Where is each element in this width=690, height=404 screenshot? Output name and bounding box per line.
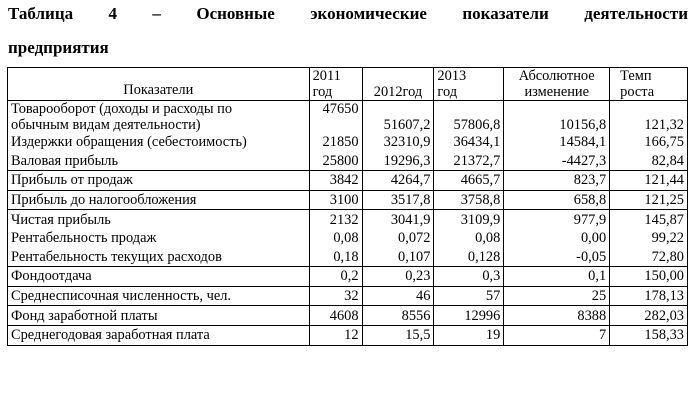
cell-2011: 3842 [309,171,362,191]
cell-2011: 21850 [309,133,362,152]
cell-2011: 47650 [309,101,362,134]
cell-2012: 15,5 [362,325,434,345]
cell-2013: 3109,9 [434,210,504,229]
table-caption: Таблица 4 – Основные экономические показатели деятельности [8,4,688,23]
cell-growth-rate: 82,84 [610,152,688,171]
cell-growth-rate: 121,32 [610,101,688,134]
header-2013 [434,68,504,101]
row-label: Прибыль от продаж [8,171,310,191]
header-growth-rate-line2: роста [620,84,655,100]
cell-2011: 3100 [309,190,362,210]
table-row [8,248,688,267]
cell-2011: 0,18 [309,248,362,267]
row-label: Фондоотдача [8,267,310,287]
row-label: Фонд заработной платы [8,306,310,326]
table-row [8,286,688,306]
cell-absolute-change: -4427,3 [504,152,610,171]
row-label: Рентабельность текущих расходов [8,248,310,267]
cell-2013: 0,08 [434,229,504,248]
cell-2011: 4608 [309,306,362,326]
cell-2013: 57 [434,286,504,306]
cell-2011: 12 [309,325,362,345]
table-caption-continued: предприятия [8,38,109,57]
table-row [8,190,688,210]
header-absolute-change-line2: изменение [524,84,590,100]
row-label: Чистая прибыль [8,210,310,229]
header-2013-line2: год [437,84,458,100]
table-row [8,267,688,287]
cell-absolute-change: -0,05 [504,248,610,267]
cell-2011: 0,2 [309,267,362,287]
cell-2012: 46 [362,286,434,306]
cell-2011: 32 [309,286,362,306]
cell-absolute-change: 0,00 [504,229,610,248]
row-label: Издержки обращения (себестоимость) [8,133,310,152]
row-label: Среднесписочная численность, чел. [8,286,310,306]
table-row [8,152,688,171]
cell-2012: 0,072 [362,229,434,248]
cell-growth-rate: 72,80 [610,248,688,267]
cell-2013: 0,3 [434,267,504,287]
cell-growth-rate: 121,44 [610,171,688,191]
cell-2013: 19 [434,325,504,345]
cell-growth-rate: 121,25 [610,190,688,210]
cell-2012: 3517,8 [362,190,434,210]
row-label: Среднегодовая заработная плата [8,325,310,345]
cell-2013: 57806,8 [434,101,504,134]
header-2011-line1: 2011 [312,68,341,84]
table-row [8,171,688,191]
cell-absolute-change: 7 [504,325,610,345]
header-2011 [309,68,362,101]
cell-growth-rate: 282,03 [610,306,688,326]
cell-2012: 3041,9 [362,210,434,229]
row-label-line2: обычным видам деятельности) [11,117,201,133]
header-2012: 2012год [362,68,434,101]
table-row [8,306,688,326]
header-2011-line2: год [312,84,333,100]
cell-2013: 12996 [434,306,504,326]
cell-growth-rate: 158,33 [610,325,688,345]
economic-indicators-table [7,67,688,346]
cell-absolute-change: 977,9 [504,210,610,229]
cell-absolute-change: 25 [504,286,610,306]
table-row [8,229,688,248]
row-label: Прибыль до налогообложения [8,190,310,210]
cell-2011: 2132 [309,210,362,229]
cell-growth-rate: 99,22 [610,229,688,248]
table-row [8,101,688,134]
cell-growth-rate: 178,13 [610,286,688,306]
cell-growth-rate: 145,87 [610,210,688,229]
cell-2012: 19296,3 [362,152,434,171]
cell-2012: 32310,9 [362,133,434,152]
cell-2012: 0,23 [362,267,434,287]
cell-absolute-change: 823,7 [504,171,610,191]
row-label-line1: Товарооборот (доходы и расходы по [11,101,233,117]
header-indicators: Показатели [8,68,310,101]
header-growth-rate [610,68,688,101]
cell-growth-rate: 150,00 [610,267,688,287]
row-label: Валовая прибыль [8,152,310,171]
cell-2011: 0,08 [309,229,362,248]
cell-2013: 0,128 [434,248,504,267]
header-2013-line1: 2013 [437,68,467,84]
cell-2013: 4665,7 [434,171,504,191]
cell-growth-rate: 166,75 [610,133,688,152]
cell-absolute-change: 658,8 [504,190,610,210]
table-row [8,210,688,229]
table-row [8,325,688,345]
cell-absolute-change: 10156,8 [504,101,610,134]
cell-2012: 51607,2 [362,101,434,134]
cell-absolute-change: 14584,1 [504,133,610,152]
cell-2012: 8556 [362,306,434,326]
cell-2011: 25800 [309,152,362,171]
row-label [8,101,310,134]
cell-2012: 4264,7 [362,171,434,191]
header-absolute-change [504,68,610,101]
cell-absolute-change: 8388 [504,306,610,326]
cell-absolute-change: 0,1 [504,267,610,287]
table-header-row [8,68,688,101]
cell-2013: 3758,8 [434,190,504,210]
table-row [8,133,688,152]
cell-2013: 21372,7 [434,152,504,171]
header-growth-rate-line1: Темп [620,68,652,84]
cell-2012: 0,107 [362,248,434,267]
header-absolute-change-line1: Абсолютное [518,68,595,84]
cell-2013: 36434,1 [434,133,504,152]
row-label: Рентабельность продаж [8,229,310,248]
